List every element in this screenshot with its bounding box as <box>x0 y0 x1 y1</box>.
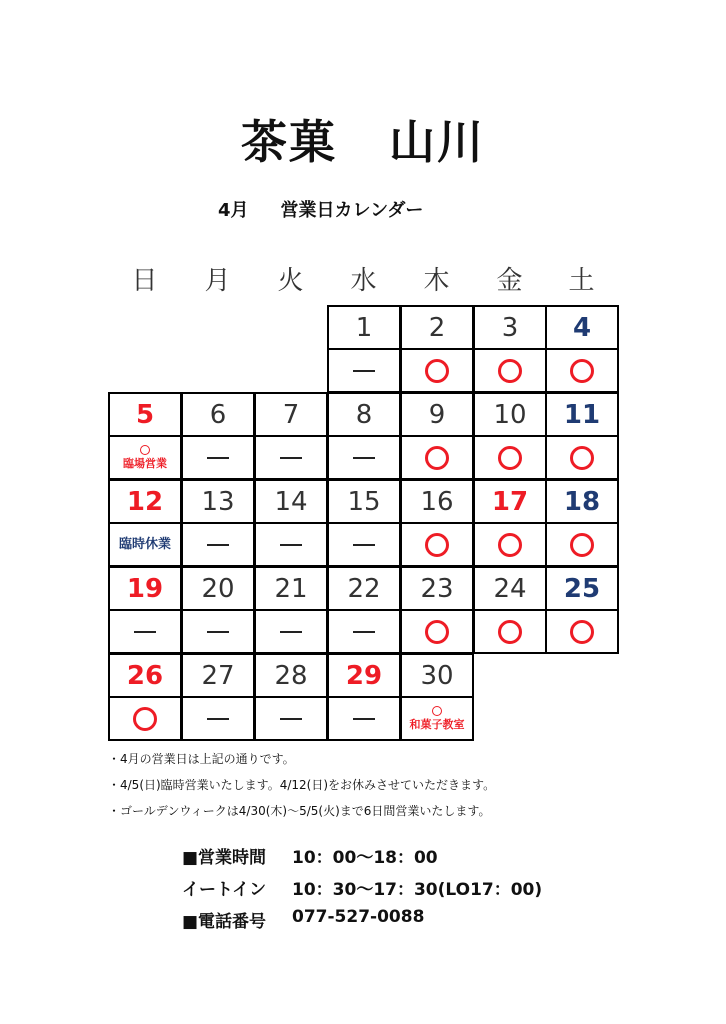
status-cell <box>108 435 182 480</box>
info-value: 077-527-0088 <box>292 907 425 927</box>
open-circle-icon <box>425 446 449 470</box>
shop-name-left: 茶菓 <box>241 115 337 169</box>
info-row-eat-in <box>182 875 542 907</box>
status-cell <box>181 435 255 480</box>
date-cell <box>108 392 182 437</box>
date-cell <box>327 305 401 350</box>
status-cell <box>108 696 182 741</box>
note-line: ・ゴールデンウィークは4/30(木)～5/5(火)まで6日間営業いたします。 <box>108 804 491 818</box>
open-circle-icon <box>570 620 594 644</box>
date-number: 16 <box>420 486 454 517</box>
date-cell <box>181 392 255 437</box>
day-note: 和菓子教室 <box>409 718 465 731</box>
date-cell <box>181 653 255 698</box>
date-number: 10 <box>493 399 527 430</box>
status-cell <box>181 522 255 567</box>
open-circle-icon <box>425 620 449 644</box>
date-number: 23 <box>420 573 454 604</box>
open-circle-icon <box>498 446 522 470</box>
info-row-phone <box>182 907 542 939</box>
status-cell <box>181 696 255 741</box>
status-cell <box>400 348 474 393</box>
weekday-label: 火 <box>277 266 304 296</box>
day-note: 臨場営業 <box>123 457 167 470</box>
date-cell <box>181 566 255 611</box>
date-number: 2 <box>428 312 446 343</box>
status-cell <box>473 435 547 480</box>
status-cell <box>327 435 401 480</box>
date-number: 22 <box>347 573 381 604</box>
calendar-month: 4月 <box>218 200 249 221</box>
status-cell <box>327 348 401 393</box>
date-cell <box>400 305 474 350</box>
status-cell <box>400 435 474 480</box>
weekday-label: 木 <box>423 266 450 296</box>
note-line: ・4月の営業日は上記の通りです。 <box>108 752 295 766</box>
closed-dash-icon <box>207 718 229 720</box>
open-circle-icon <box>425 533 449 557</box>
open-circle-icon <box>570 446 594 470</box>
date-cell <box>545 479 619 524</box>
status-cell <box>400 522 474 567</box>
shop-info <box>182 843 542 939</box>
status-cell <box>254 696 328 741</box>
date-cell <box>400 566 474 611</box>
closed-dash-icon <box>280 631 302 633</box>
status-cell <box>254 435 328 480</box>
date-number: 29 <box>345 660 383 691</box>
calendar-title-text: 営業日カレンダー <box>280 200 424 221</box>
info-label: イートイン <box>182 880 267 900</box>
closed-dash-icon <box>134 631 156 633</box>
status-cell <box>400 609 474 654</box>
status-cell <box>473 348 547 393</box>
weekday-label: 日 <box>131 266 158 296</box>
status-cell <box>181 609 255 654</box>
closed-dash-icon <box>207 544 229 546</box>
status-cell <box>327 609 401 654</box>
date-cell <box>108 653 182 698</box>
date-cell <box>473 479 547 524</box>
date-cell <box>327 653 401 698</box>
info-value: 10：00～18：00 <box>292 848 438 868</box>
open-circle-icon <box>140 445 150 455</box>
calendar-title <box>218 196 423 222</box>
date-number: 26 <box>126 660 164 691</box>
date-cell <box>108 566 182 611</box>
open-circle-icon <box>133 707 157 731</box>
status-cell <box>545 609 619 654</box>
open-circle-icon <box>432 706 442 716</box>
date-cell <box>400 392 474 437</box>
open-circle-icon <box>425 359 449 383</box>
open-circle-icon <box>498 533 522 557</box>
date-cell <box>327 479 401 524</box>
status-cell <box>254 609 328 654</box>
closed-dash-icon <box>280 544 302 546</box>
status-cell <box>327 696 401 741</box>
open-circle-icon <box>498 620 522 644</box>
status-cell <box>473 522 547 567</box>
notes <box>108 750 495 828</box>
info-row-hours <box>182 843 542 875</box>
closed-dash-icon <box>353 370 375 372</box>
closed-dash-icon <box>353 544 375 546</box>
day-note: 臨時休業 <box>118 537 171 552</box>
date-number: 20 <box>201 573 235 604</box>
date-number: 12 <box>126 486 164 517</box>
date-cell <box>473 305 547 350</box>
closed-dash-icon <box>353 457 375 459</box>
status-cell <box>545 522 619 567</box>
date-number: 18 <box>563 486 601 517</box>
date-number: 24 <box>493 573 527 604</box>
date-number: 13 <box>201 486 235 517</box>
closed-dash-icon <box>280 718 302 720</box>
open-circle-icon <box>570 359 594 383</box>
date-number: 17 <box>491 486 529 517</box>
closed-dash-icon <box>207 631 229 633</box>
closed-dash-icon <box>353 631 375 633</box>
date-number: 21 <box>274 573 308 604</box>
closed-dash-icon <box>207 457 229 459</box>
date-number: 5 <box>135 399 155 430</box>
date-cell <box>473 392 547 437</box>
info-value: 10：30～17：30(LO17：00) <box>292 880 543 900</box>
date-number: 28 <box>274 660 308 691</box>
date-number: 15 <box>347 486 381 517</box>
date-cell <box>254 479 328 524</box>
status-cell <box>473 609 547 654</box>
open-circle-icon <box>570 533 594 557</box>
status-cell <box>400 696 474 741</box>
status-cell <box>254 522 328 567</box>
status-cell <box>545 435 619 480</box>
date-number: 14 <box>274 486 308 517</box>
note-line: ・4/5(日)臨時営業いたします。4/12(日)をお休みさせていただきます。 <box>108 778 496 792</box>
date-cell <box>400 653 474 698</box>
info-label: ■電話番号 <box>182 912 267 932</box>
date-cell <box>545 566 619 611</box>
status-cell <box>108 609 182 654</box>
date-number: 30 <box>420 660 454 691</box>
date-number: 11 <box>563 399 601 430</box>
date-cell <box>473 566 547 611</box>
date-cell <box>327 392 401 437</box>
status-cell <box>327 522 401 567</box>
date-number: 1 <box>355 312 373 343</box>
date-number: 19 <box>126 573 164 604</box>
date-number: 3 <box>501 312 519 343</box>
date-cell <box>545 305 619 350</box>
date-number: 25 <box>563 573 601 604</box>
weekday-label: 金 <box>496 266 523 296</box>
status-cell <box>545 348 619 393</box>
weekday-label: 土 <box>568 266 595 296</box>
date-number: 6 <box>209 399 227 430</box>
date-cell <box>108 479 182 524</box>
weekday-label: 月 <box>204 266 231 296</box>
date-cell <box>254 653 328 698</box>
open-circle-icon <box>498 359 522 383</box>
date-cell <box>181 479 255 524</box>
shop-name-right: 山川 <box>389 115 485 169</box>
date-number: 27 <box>201 660 235 691</box>
date-cell <box>254 392 328 437</box>
weekday-label: 水 <box>350 266 377 296</box>
closed-dash-icon <box>280 457 302 459</box>
date-cell <box>327 566 401 611</box>
date-number: 4 <box>572 312 592 343</box>
info-label: ■営業時間 <box>182 848 267 868</box>
date-number: 9 <box>428 399 446 430</box>
date-cell <box>400 479 474 524</box>
date-cell <box>254 566 328 611</box>
date-number: 7 <box>282 399 300 430</box>
date-number: 8 <box>355 399 373 430</box>
closed-dash-icon <box>353 718 375 720</box>
status-cell <box>108 522 182 567</box>
date-cell <box>545 392 619 437</box>
shop-name <box>0 106 726 172</box>
